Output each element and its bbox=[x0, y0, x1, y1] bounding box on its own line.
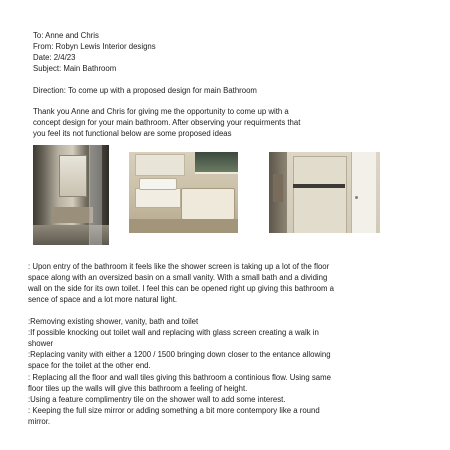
proposal-line: :Replacing vanity with either a 1200 / 1500 bringing down closer to the entance allowing bbox=[28, 350, 331, 359]
proposal-line: floor tiles up the walls will give this bathroom a feeling of height. bbox=[28, 384, 248, 393]
proposal-line: shower bbox=[28, 339, 54, 348]
observation-line: space along with an oversized basin on a small vanity. With a small bath and a dividing bbox=[28, 273, 328, 282]
proposal-line: :Using a feature complimentry tile on the shower wall to add some interest. bbox=[28, 395, 286, 404]
mirror-shape bbox=[135, 154, 185, 176]
vanity-shape bbox=[53, 207, 93, 223]
window-shape bbox=[195, 152, 238, 174]
shower-shape bbox=[293, 156, 347, 233]
intro-line: concept design for your main bathroom. After observing your requirments that bbox=[33, 118, 301, 127]
date-line: Date: 2/4/23 bbox=[33, 53, 76, 62]
from-line: From: Robyn Lewis Interior designs bbox=[33, 42, 156, 51]
bathroom-photo-2 bbox=[129, 152, 238, 233]
proposal-line: :If possible knocking out toilet wall and replacing with glass screen creating a walk in bbox=[28, 328, 319, 337]
proposal-line: mirror. bbox=[28, 417, 51, 426]
door-handle-shape bbox=[355, 196, 358, 199]
observation-line: : Upon entry of the bathroom it feels like the shower screen is taking up a lot of the floor bbox=[28, 262, 330, 271]
intro-line: Thank you Anne and Chris for giving me the opportunity to come up with a bbox=[33, 107, 289, 116]
floor-shape bbox=[129, 219, 238, 233]
bathroom-photo-3 bbox=[269, 152, 380, 233]
bathroom-photo-1 bbox=[33, 145, 109, 245]
subject-line: Subject: Main Bathroom bbox=[33, 64, 117, 73]
towel-shape bbox=[273, 174, 283, 202]
proposal-line: :Removing existing shower, vanity, bath and toilet bbox=[28, 317, 199, 326]
feature-tile-band bbox=[293, 184, 345, 188]
vanity-shape bbox=[135, 188, 181, 208]
direction-line: Direction: To come up with a proposed design for main Bathroom bbox=[33, 86, 257, 95]
mirror-shape bbox=[59, 155, 87, 197]
proposal-line: : Replacing all the floor and wall tiles giving this bathroom a continious flow. Using same bbox=[28, 373, 331, 382]
intro-line: you feel its not functional below are some proposed ideas bbox=[33, 129, 232, 138]
glass-screen-shape bbox=[89, 145, 102, 245]
basin-shape bbox=[139, 178, 177, 190]
door-shape bbox=[351, 152, 376, 233]
observation-line: wall on the side for its own toilet. I feel this can be opened right up giving this bathroom a bbox=[28, 284, 334, 293]
to-line: To: Anne and Chris bbox=[33, 31, 99, 40]
observation-line: sence of space and a lot more natural light. bbox=[28, 295, 178, 304]
proposal-line: space for the toilet at the other end. bbox=[28, 361, 151, 370]
proposal-line: : Keeping the full size mirror or adding something a bit more contempory like a round bbox=[28, 406, 320, 415]
bath-shape bbox=[181, 188, 235, 220]
